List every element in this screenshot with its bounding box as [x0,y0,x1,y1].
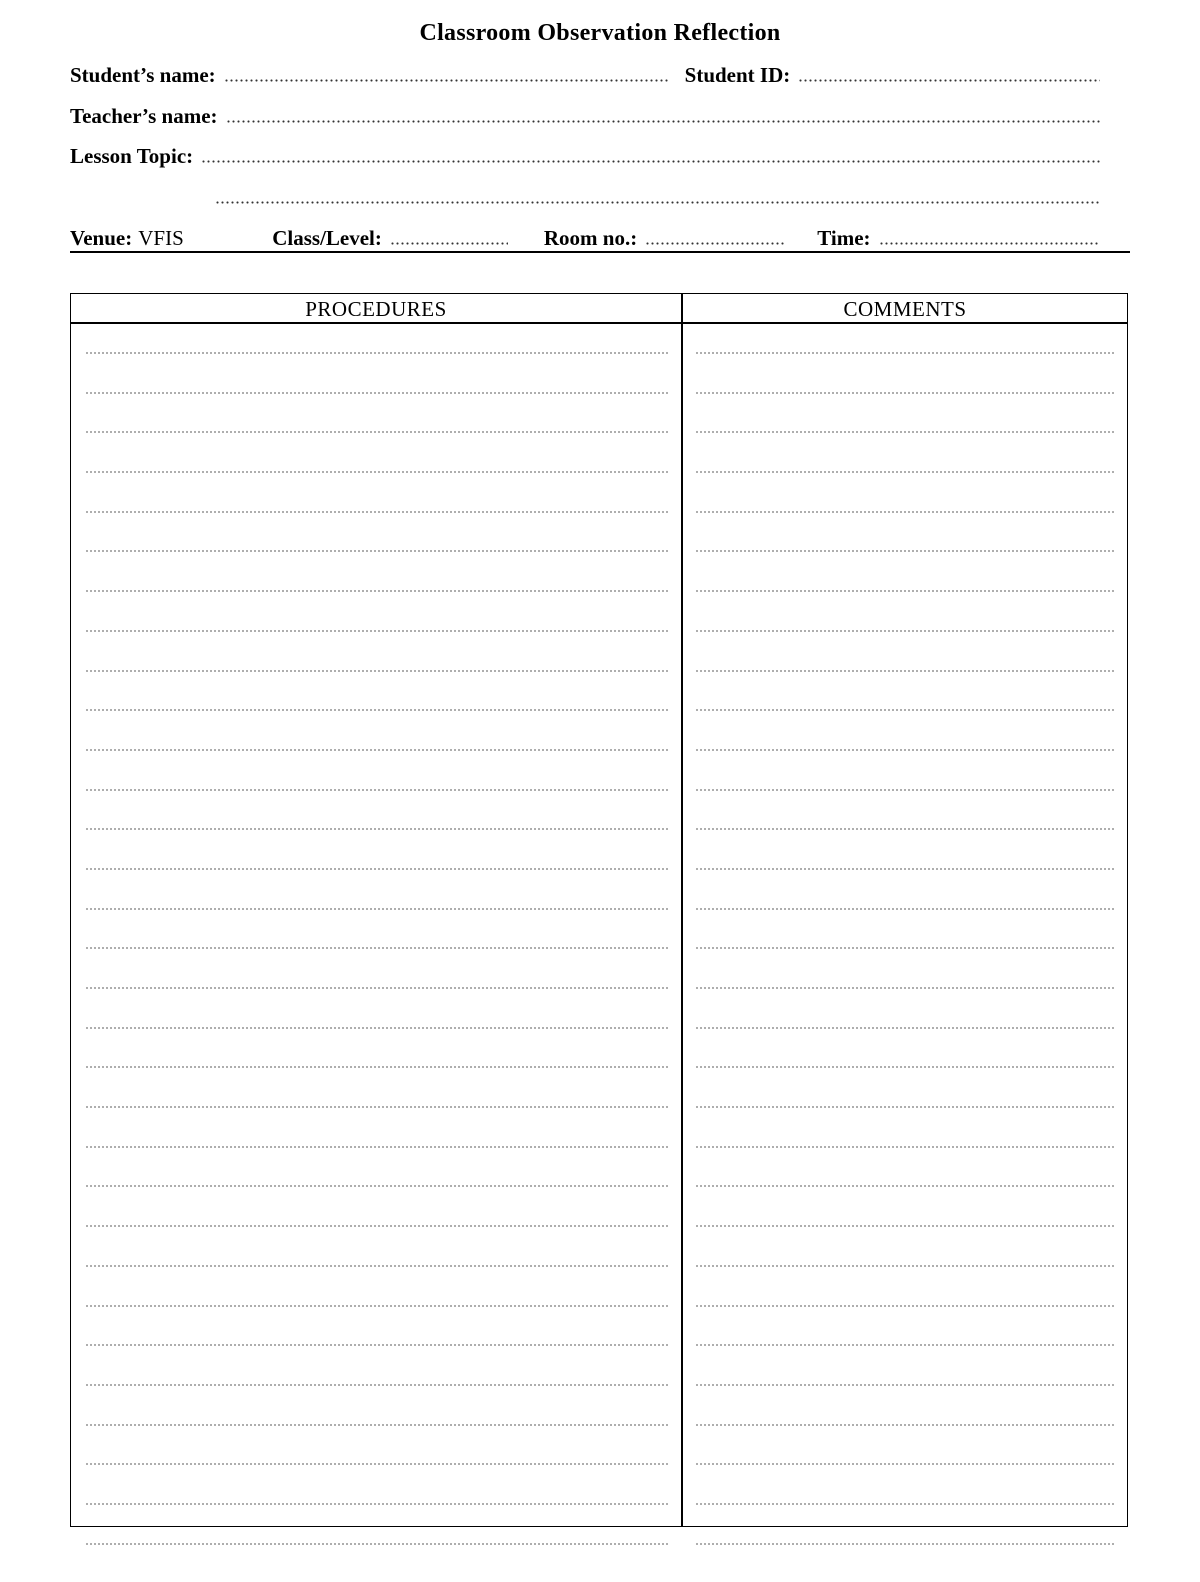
procedures-line[interactable] [85,1543,669,1545]
comments-line[interactable] [695,670,1115,672]
venue-value: VFIS [138,226,184,250]
procedures-line[interactable] [85,947,669,949]
comments-line[interactable] [695,1543,1115,1545]
comments-line[interactable] [695,709,1115,711]
procedures-line[interactable] [85,1106,669,1108]
class-level-label: Class/Level: [272,226,382,250]
procedures-line[interactable] [85,1225,669,1227]
procedures-line[interactable] [85,1185,669,1187]
comments-line[interactable] [695,789,1115,791]
comments-line[interactable] [695,1225,1115,1227]
comments-line[interactable] [695,511,1115,513]
comments-header: COMMENTS [843,297,967,321]
procedures-line[interactable] [85,709,669,711]
room-no-label: Room no.: [543,226,638,250]
procedures-line[interactable] [85,590,669,592]
comments-line[interactable] [695,1463,1115,1465]
procedures-line[interactable] [85,828,669,830]
comments-line[interactable] [695,1503,1115,1505]
procedures-line[interactable] [85,1503,669,1505]
header-rule [70,251,1130,253]
comments-line[interactable] [695,1146,1115,1148]
student-info-row [70,60,1100,88]
procedures-line[interactable] [85,511,669,513]
student-id-field[interactable] [798,79,1100,82]
procedures-line[interactable] [85,868,669,870]
procedures-line[interactable] [85,749,669,751]
lesson-topic-row [70,141,1100,169]
comments-line[interactable] [695,828,1115,830]
comments-line[interactable] [695,352,1115,354]
comments-line[interactable] [695,868,1115,870]
comments-line[interactable] [695,1305,1115,1307]
lesson-topic-label: Lesson Topic: [70,144,194,168]
comments-line[interactable] [695,1106,1115,1108]
procedures-line[interactable] [85,1066,669,1068]
comments-line[interactable] [695,392,1115,394]
comments-line[interactable] [695,749,1115,751]
procedures-line[interactable] [85,431,669,433]
teacher-name-label: Teacher’s name: [70,104,218,128]
procedures-line[interactable] [85,1027,669,1029]
teacher-name-field[interactable] [226,120,1100,123]
teacher-info-row [70,101,1100,129]
student-name-field[interactable] [224,79,669,82]
column-divider [681,294,683,1526]
comments-line[interactable] [695,908,1115,910]
time-label: Time: [817,226,871,250]
lesson-topic-field[interactable] [201,160,1100,163]
lesson-topic-field-line2[interactable] [215,201,1100,204]
comments-line[interactable] [695,1384,1115,1386]
procedures-line[interactable] [85,392,669,394]
student-id-label: Student ID: [684,63,791,87]
comments-line[interactable] [695,1265,1115,1267]
venue-label: Venue: [70,226,133,250]
procedures-line[interactable] [85,908,669,910]
comments-line[interactable] [695,1185,1115,1187]
time-field[interactable] [879,242,1100,245]
comments-line[interactable] [695,987,1115,989]
procedures-line[interactable] [85,352,669,354]
comments-line[interactable] [695,550,1115,552]
comments-line[interactable] [695,947,1115,949]
procedures-line[interactable] [85,630,669,632]
comments-line[interactable] [695,471,1115,473]
procedures-line[interactable] [85,789,669,791]
venue-row [70,223,1100,251]
comments-line[interactable] [695,1424,1115,1426]
procedures-line[interactable] [85,1344,669,1346]
procedures-line[interactable] [85,1265,669,1267]
observation-table [70,293,1128,1527]
procedures-line[interactable] [85,670,669,672]
student-name-label: Student’s name: [70,63,216,87]
procedures-line[interactable] [85,550,669,552]
class-level-field[interactable] [390,242,508,245]
room-no-field[interactable] [645,242,785,245]
procedures-line[interactable] [85,1305,669,1307]
comments-column[interactable] [695,352,1115,1582]
comments-line[interactable] [695,431,1115,433]
comments-line[interactable] [695,1027,1115,1029]
comments-line[interactable] [695,1344,1115,1346]
form-title: Classroom Observation Reflection [419,20,781,46]
comments-line[interactable] [695,590,1115,592]
comments-line[interactable] [695,630,1115,632]
procedures-line[interactable] [85,1384,669,1386]
procedures-line[interactable] [85,471,669,473]
procedures-line[interactable] [85,987,669,989]
comments-line[interactable] [695,1066,1115,1068]
procedures-line[interactable] [85,1424,669,1426]
lesson-topic-continuation-row [70,182,1100,210]
procedures-line[interactable] [85,1463,669,1465]
procedures-header: PROCEDURES [305,297,447,321]
procedures-line[interactable] [85,1146,669,1148]
header-divider [71,322,1127,324]
procedures-column[interactable] [85,352,669,1582]
